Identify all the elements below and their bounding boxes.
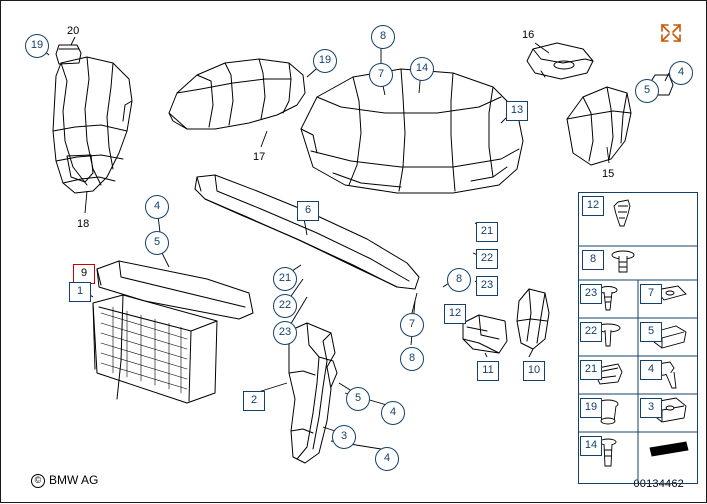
callout-7-top[interactable]: 7 xyxy=(369,63,393,87)
document-number: 00134462 xyxy=(633,478,684,490)
hw-label-7[interactable]: 7 xyxy=(640,284,662,304)
callout-5-left[interactable]: 5 xyxy=(145,231,169,255)
callout-1[interactable]: 1 xyxy=(69,282,91,302)
callout-10[interactable]: 10 xyxy=(523,361,545,381)
copyright-text: BMW AG xyxy=(49,473,99,488)
callout-11[interactable]: 11 xyxy=(477,361,499,381)
hw-label-23[interactable]: 23 xyxy=(580,284,602,304)
hw-label-8[interactable]: 8 xyxy=(582,250,604,270)
callout-4-topright[interactable]: 4 xyxy=(669,61,693,85)
callout-9[interactable]: 9 xyxy=(73,264,95,284)
callout-2[interactable]: 2 xyxy=(243,391,265,411)
callout-23-right[interactable]: 23 xyxy=(476,276,498,296)
callout-18[interactable]: 18 xyxy=(77,218,90,230)
callout-21-right[interactable]: 21 xyxy=(476,222,498,242)
callout-19-right[interactable]: 19 xyxy=(313,49,337,73)
callout-3-low[interactable]: 3 xyxy=(332,425,356,449)
hw-label-12[interactable]: 12 xyxy=(582,196,604,216)
hw-label-22[interactable]: 22 xyxy=(580,322,602,342)
expand-arrows-icon[interactable] xyxy=(660,23,682,43)
callout-23-mid[interactable]: 23 xyxy=(273,321,297,345)
hw-label-3[interactable]: 3 xyxy=(640,398,662,418)
hw-label-19[interactable]: 19 xyxy=(580,398,602,418)
callout-6[interactable]: 6 xyxy=(297,201,319,221)
callout-13[interactable]: 13 xyxy=(506,101,528,121)
callout-7-mid[interactable]: 7 xyxy=(400,313,424,337)
hw-label-14[interactable]: 14 xyxy=(580,436,602,456)
callout-21-mid[interactable]: 21 xyxy=(273,267,297,291)
hardware-legend-panel xyxy=(578,192,698,484)
callout-22-right[interactable]: 22 xyxy=(476,249,498,269)
copyright-icon: © xyxy=(31,474,45,488)
callout-15[interactable]: 15 xyxy=(602,168,615,180)
callout-4-left[interactable]: 4 xyxy=(145,195,169,219)
callout-20[interactable]: 20 xyxy=(67,25,80,37)
callout-12[interactable]: 12 xyxy=(444,304,466,324)
callout-4-bottom[interactable]: 4 xyxy=(375,447,399,471)
callout-8-mid[interactable]: 8 xyxy=(447,268,471,292)
callout-19-left[interactable]: 19 xyxy=(25,34,49,58)
callout-8-top[interactable]: 8 xyxy=(371,25,395,49)
callout-22-mid[interactable]: 22 xyxy=(273,294,297,318)
callout-17[interactable]: 17 xyxy=(253,151,266,163)
hw-label-21[interactable]: 21 xyxy=(580,360,602,380)
hw-label-4[interactable]: 4 xyxy=(640,360,662,380)
callout-4-low[interactable]: 4 xyxy=(381,401,405,425)
callout-16[interactable]: 16 xyxy=(522,29,535,41)
hw-label-5[interactable]: 5 xyxy=(640,322,662,342)
callout-14-top[interactable]: 14 xyxy=(410,57,434,81)
callout-5-topright[interactable]: 5 xyxy=(635,79,659,103)
callout-8-low[interactable]: 8 xyxy=(400,347,424,371)
callout-5-low[interactable]: 5 xyxy=(346,387,370,411)
